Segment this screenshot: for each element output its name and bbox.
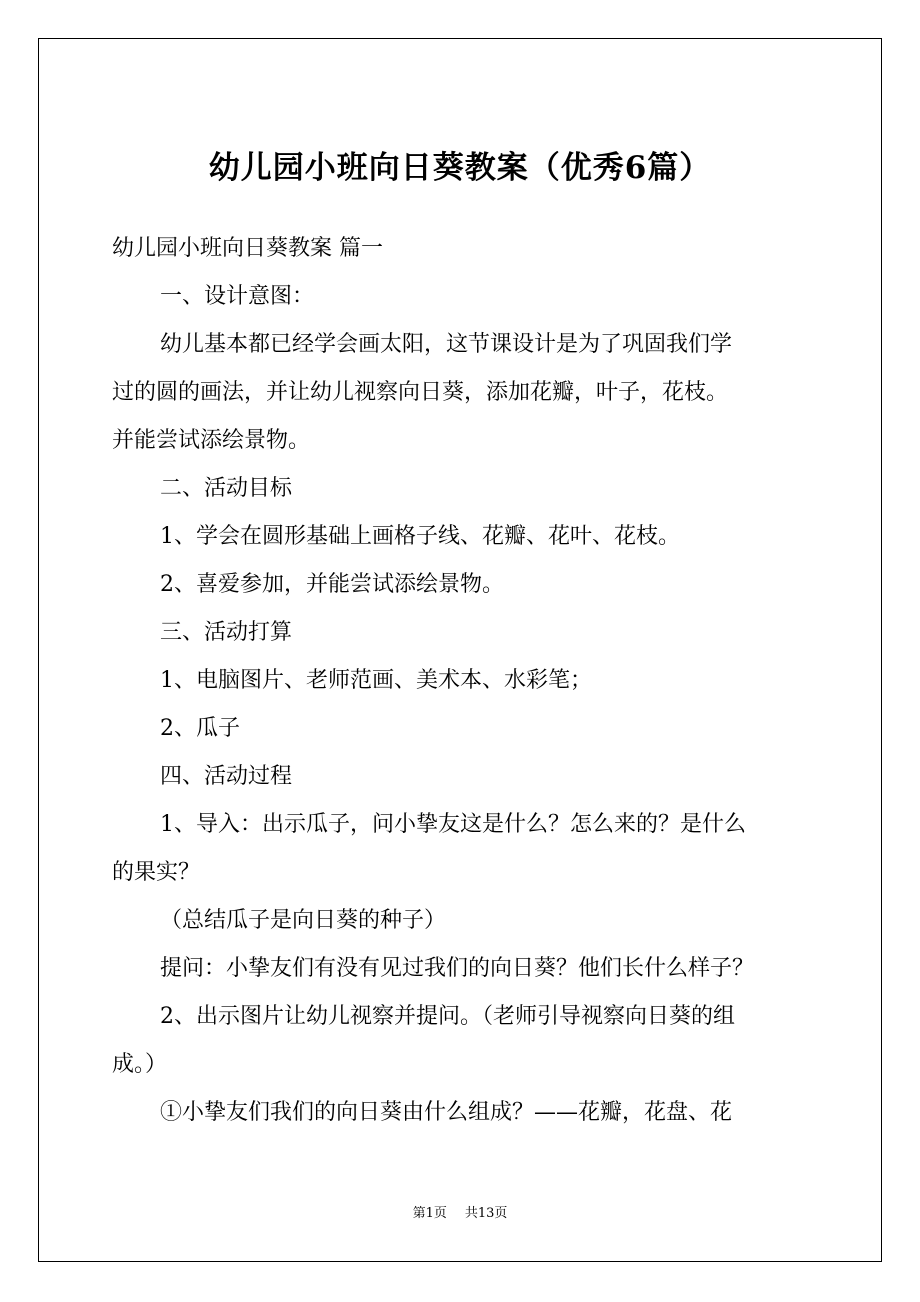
page-footer xyxy=(0,1204,920,1224)
paragraph: 1、导入：出示瓜子，问小挚友这是什么？怎么来的？是什么 xyxy=(160,812,746,837)
paragraph: 三、活动打算 xyxy=(160,620,293,645)
paragraph: 四、活动过程 xyxy=(160,764,293,789)
paragraph: 二、活动目标 xyxy=(160,476,293,501)
paragraph: 成。） xyxy=(112,1052,168,1077)
paragraph: 提问：小挚友们有没有见过我们的向日葵？他们长什么样子？ xyxy=(160,956,755,981)
page-number: 第1页 xyxy=(412,1206,447,1221)
section-heading: 幼儿园小班向日葵教案 篇一 xyxy=(112,236,383,261)
paragraph: 2、出示图片让幼儿视察并提问。（老师引导视察向日葵的组 xyxy=(160,1004,735,1029)
paragraph: 1、电脑图片、老师范画、美术本、水彩笔； xyxy=(160,668,592,693)
paragraph: 2、瓜子 xyxy=(160,716,240,741)
paragraph: 并能尝试添绘景物。 xyxy=(112,428,311,453)
paragraph: 的果实？ xyxy=(112,860,201,885)
paragraph: （总结瓜子是向日葵的种子） xyxy=(160,908,447,933)
paragraph: 2、喜爱参加，并能尝试添绘景物。 xyxy=(160,572,504,597)
paragraph: 过的圆的画法，并让幼儿视察向日葵，添加花瓣，叶子，花枝。 xyxy=(112,380,729,405)
page-total: 共13页 xyxy=(464,1206,508,1221)
document-title: 幼儿园小班向日葵教案（优秀6篇） xyxy=(208,150,712,186)
paragraph: 幼儿基本都已经学会画太阳，这节课设计是为了巩固我们学 xyxy=(160,332,733,357)
paragraph: 一、设计意图： xyxy=(160,284,315,309)
paragraph: 1、学会在圆形基础上画格子线、花瓣、花叶、花枝。 xyxy=(160,524,680,549)
paragraph: ①小挚友们我们的向日葵由什么组成？——花瓣，花盘、花 xyxy=(160,1100,733,1125)
document-body xyxy=(112,225,812,1137)
